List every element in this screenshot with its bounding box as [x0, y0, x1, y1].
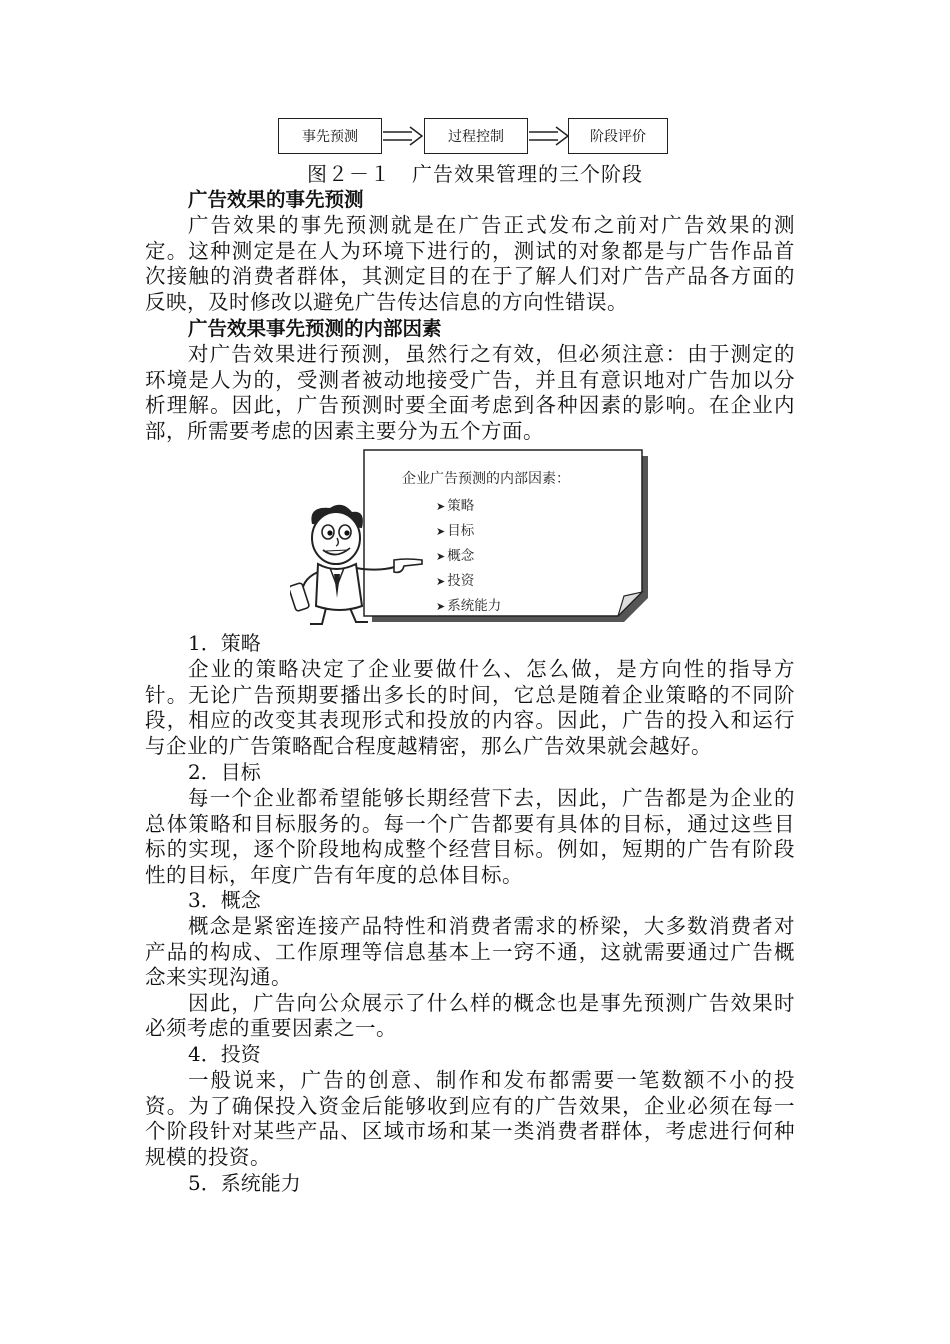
factor-body-concept [145, 914, 795, 1042]
figure-caption: 图２－１ 广告效果管理的三个阶段 [307, 162, 643, 186]
section-paragraph-pre-forecast [145, 213, 795, 315]
section-paragraph-internal-factors [145, 342, 795, 444]
paragraph-text: 企业的策略决定了企业要做什么、怎么做，是方向性的指导方针。无论广告预期要播出多长的时间，它总是随着企业策略的不同阶段，相应的改变其表现形式和投放的内容。因此，广告的投入和运行与企业的广告策略配合程度越精密，那么广告效果就会越好。 [145, 657, 795, 758]
double-arrow-icon [528, 126, 570, 146]
list-item-label: 目标 [447, 523, 475, 539]
arrow-bullet-icon: ➤ [436, 550, 446, 563]
note-card-list [436, 494, 501, 619]
factor-title-strategy: 1．策略 [188, 631, 261, 655]
factor-title-goal: 2．目标 [188, 760, 261, 784]
paragraph-text: 概念是紧密连接产品特性和消费者需求的桥梁，大多数消费者对产品的构成、工作原理等信息基本上一窍不通，这就需要通过广告概念来实现沟通。 [145, 914, 795, 989]
paragraph-text: 每一个企业都希望能够长期经营下去，因此，广告都是为企业的总体策略和目标服务的。每一个广告都要有具体的目标，通过这些目标的实现，逐个阶段地构成整个经营目标。例如，短期的广告有阶段性的目标，年度广告有年度的总体目标。 [145, 786, 795, 887]
double-arrow-icon [382, 126, 424, 146]
arrow-bullet-icon: ➤ [436, 600, 446, 613]
list-item [436, 519, 501, 544]
factor-body-goal [145, 786, 795, 888]
flow-step-stage-evaluation: 阶段评价 [568, 118, 668, 154]
paragraph-text: 广告效果的事先预测就是在广告正式发布之前对广告效果的测定。这种测定是在人为环境下进行的，测试的对象都是与广告作品首次接触的消费者群体，其测定目的在于了解人们对广告产品各方面的反映，及时修改以避免广告传达信息的方向性错误。 [145, 213, 795, 314]
three-stage-flow-diagram [278, 118, 678, 158]
note-card-title: 企业广告预测的内部因素： [402, 471, 570, 487]
list-item-label: 策略 [447, 498, 475, 514]
list-item-label: 投资 [447, 573, 475, 589]
flow-step-process-control: 过程控制 [424, 118, 528, 154]
factor-title-concept: 3．概念 [188, 888, 261, 912]
paragraph-text: 对广告效果进行预测，虽然行之有效，但必须注意：由于测定的环境是人为的，受测者被动地接受广告，并且有意识地对广告加以分析理解。因此，广告预测时要全面考虑到各种因素的影响。在企业内部，所需要考虑的因素主要分为五个方面。 [145, 342, 795, 443]
section-heading-internal-factors: 广告效果事先预测的内部因素 [188, 317, 442, 340]
paragraph-text: 一般说来，广告的创意、制作和发布都需要一笔数额不小的投资。为了确保投入资金后能够收到应有的广告效果，企业必须在每一个阶段针对某些产品、区域市场和某一类消费者群体，考虑进行何种规模的投资。 [145, 1068, 795, 1169]
list-item-label: 系统能力 [447, 598, 502, 614]
arrow-bullet-icon: ➤ [436, 525, 446, 538]
list-item-label: 概念 [447, 548, 475, 564]
arrow-bullet-icon: ➤ [436, 500, 446, 513]
factor-title-system-capability: 5．系统能力 [188, 1171, 301, 1195]
factor-body-strategy [145, 657, 795, 759]
paragraph-text: 因此，广告向公众展示了什么样的概念也是事先预测广告效果时必须考虑的重要因素之一。 [145, 990, 795, 1040]
flow-step-pre-forecast: 事先预测 [278, 118, 382, 154]
list-item [436, 594, 501, 619]
list-item [436, 569, 501, 594]
internal-factors-figure [290, 442, 662, 630]
pointing-cartoon-man-icon [290, 502, 430, 627]
factor-title-investment: 4．投资 [188, 1042, 261, 1066]
arrow-bullet-icon: ➤ [436, 575, 446, 588]
section-heading-pre-forecast: 广告效果的事先预测 [188, 188, 364, 211]
factor-body-investment [145, 1068, 795, 1170]
list-item [436, 494, 501, 519]
list-item [436, 544, 501, 569]
